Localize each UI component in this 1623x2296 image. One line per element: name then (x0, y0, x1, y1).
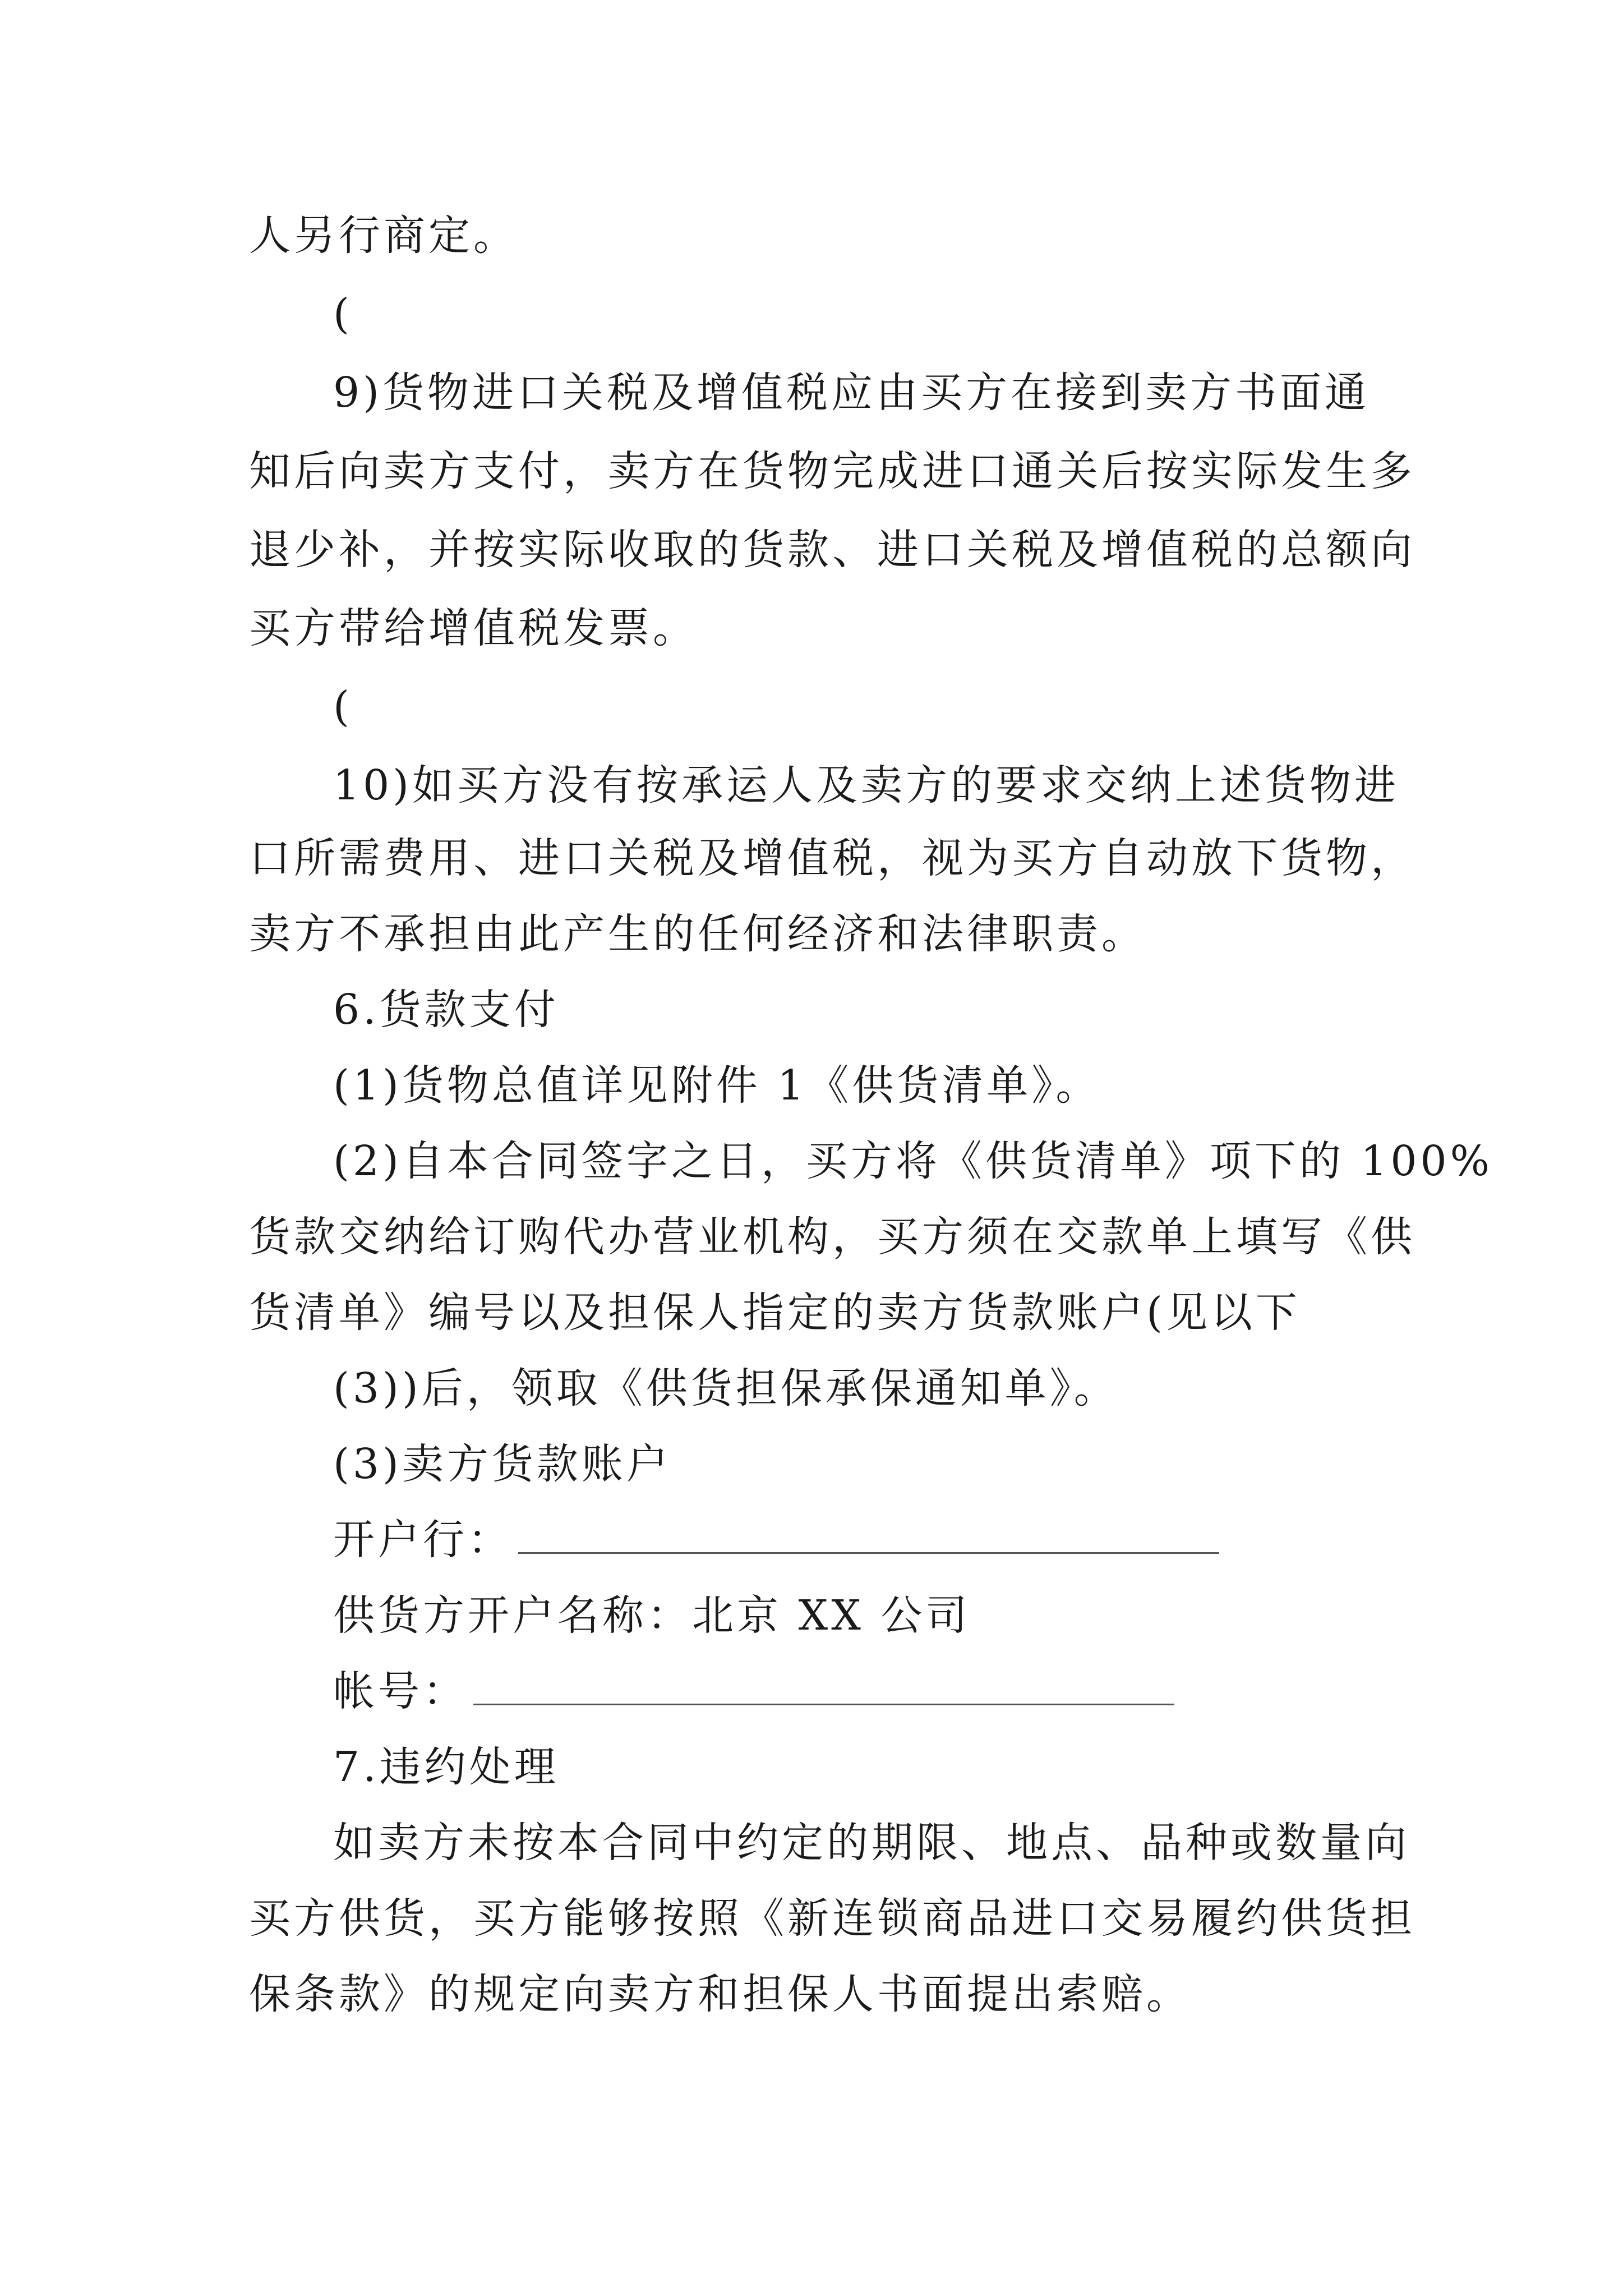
text-line: ( (333, 290, 353, 338)
text-line: (2)自本合同签字之日，买方将《供货清单》项下的 100% (333, 1137, 1493, 1185)
text-line: 如卖方未按本合同中约定的期限、地点、品种或数量向 (333, 1819, 1410, 1867)
account-label: 帐号： (333, 1667, 468, 1715)
text-line: 人另行商定。 (249, 211, 518, 260)
bank-field-row (333, 1515, 1219, 1565)
text-line: 买方带给增值税发票。 (249, 604, 698, 652)
text-line: 货款交纳给订购代办营业机构，买方须在交款单上填写《供 (249, 1213, 1415, 1261)
text-line: 货清单》编号以及担保人指定的卖方货款账户(见以下 (249, 1289, 1301, 1337)
text-line: 口所需费用、进口关税及增值税，视为买方自动放下货物， (249, 834, 1415, 882)
text-line: (3))后，领取《供货担保承保通知单》。 (333, 1364, 1119, 1412)
account-field-row (333, 1666, 1174, 1717)
text-line: 10)如买方没有按承运人及卖方的要求交纳上述货物进 (333, 761, 1400, 809)
text-line: (1)货物总值详见附件 1《供货清单》。 (333, 1061, 1101, 1110)
text-line: 知后向卖方支付，卖方在货物完成进口通关后按实际发生多 (249, 447, 1415, 495)
bank-label: 开户行： (333, 1516, 513, 1564)
text-line: 供货方开户名称：北京 XX 公司 (333, 1591, 971, 1640)
bank-blank-line (518, 1519, 1219, 1554)
text-line: 保条款》的规定向卖方和担保人书面提出索赔。 (249, 1970, 1191, 2018)
section-heading: 7.违约处理 (333, 1743, 559, 1791)
text-line: 卖方不承担由此产生的任何经济和法律职责。 (249, 910, 1146, 958)
account-blank-line (473, 1670, 1174, 1705)
text-line: 9)货物进口关税及增值税应由买方在接到卖方书面通 (333, 369, 1370, 417)
text-line: 退少补，并按实际收取的货款、进口关税及增值税的总额向 (249, 526, 1415, 574)
section-heading: 6.货款支付 (333, 986, 559, 1034)
text-line: ( (333, 683, 353, 731)
text-line: (3)卖方货款账户 (333, 1440, 671, 1488)
text-line: 买方供货，买方能够按照《新连锁商品进口交易履约供货担 (249, 1894, 1415, 1943)
